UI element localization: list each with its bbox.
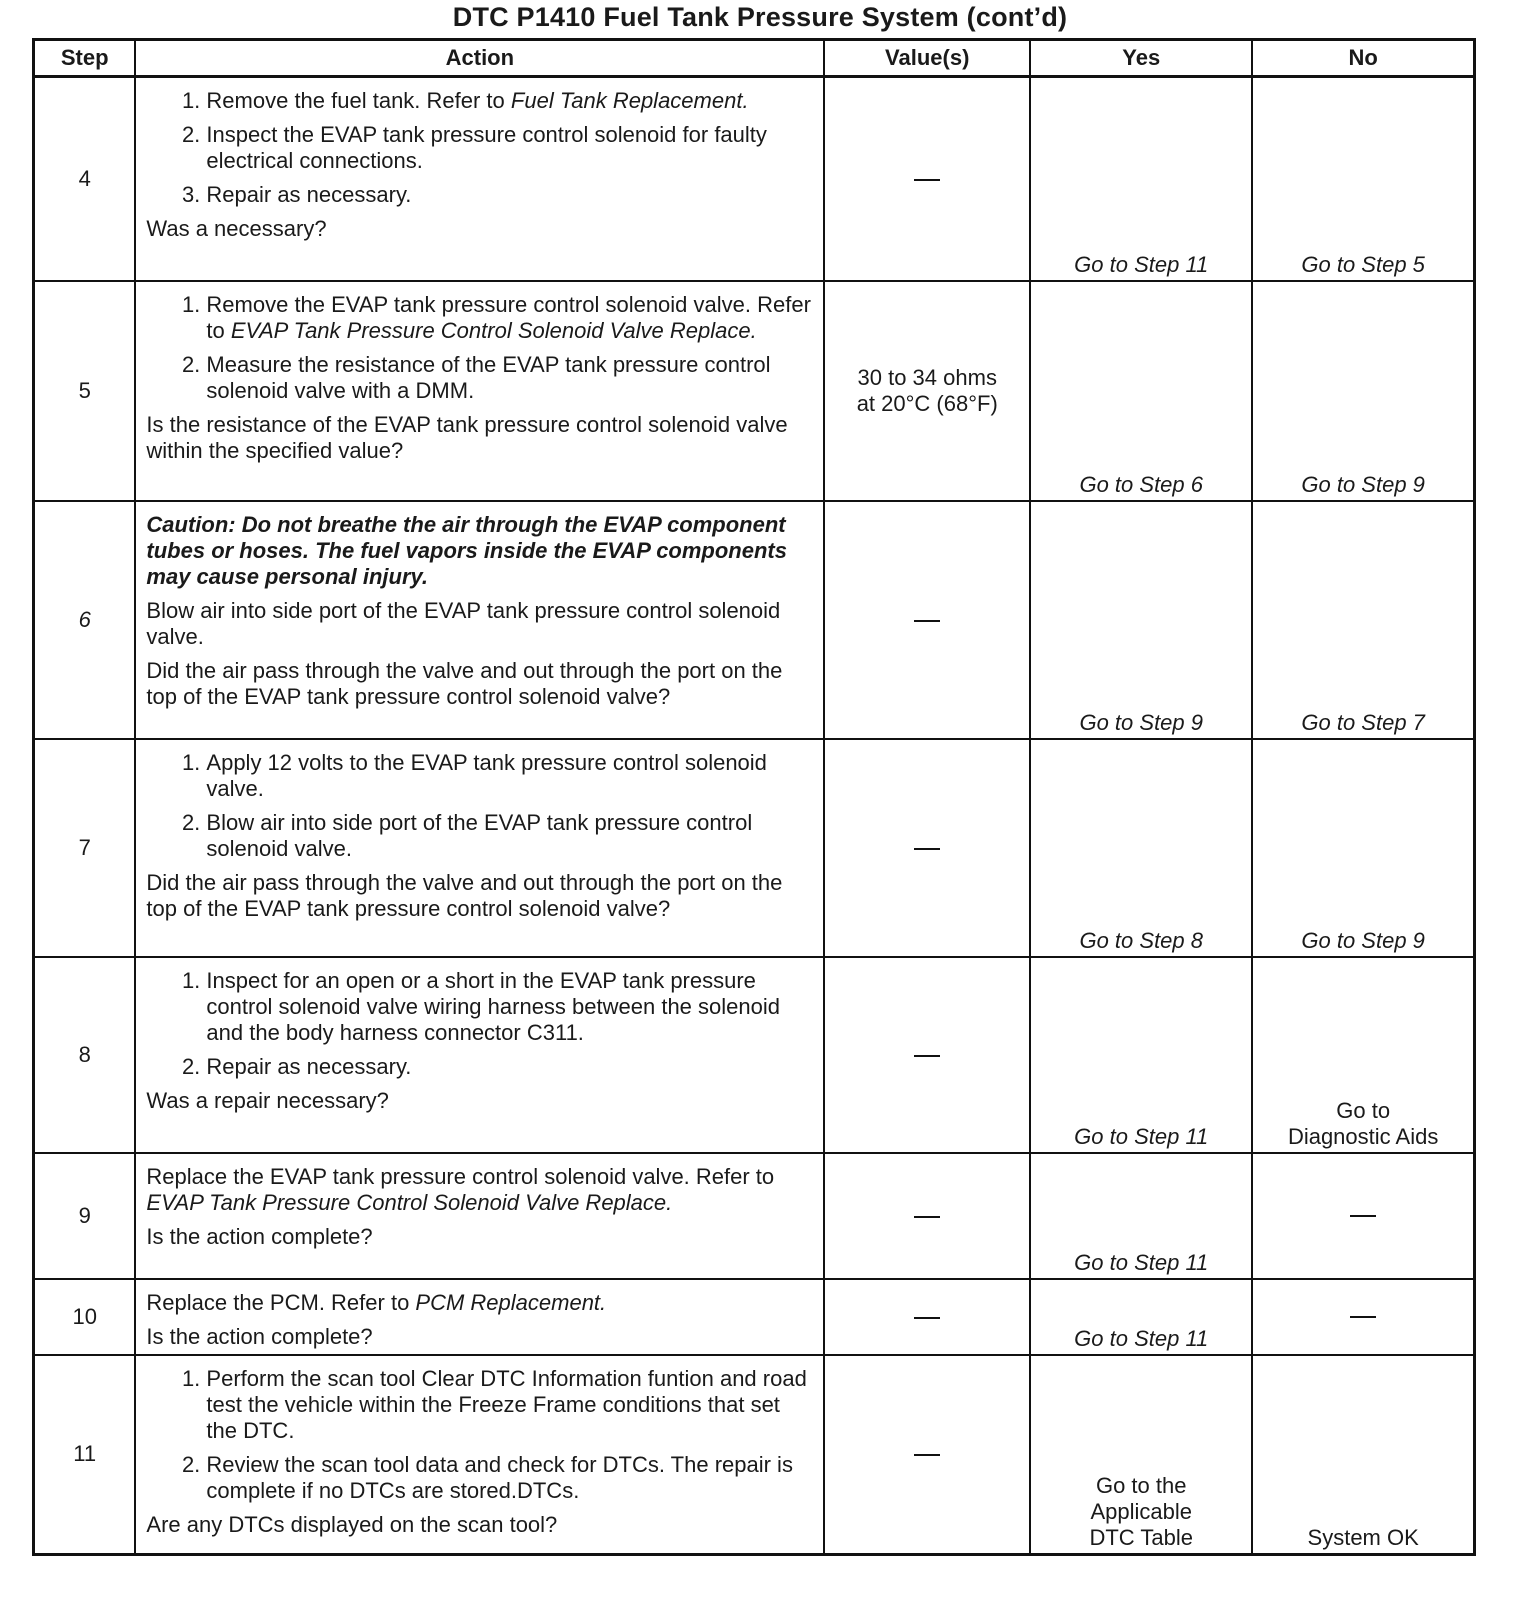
step-number: 7 [34, 739, 136, 957]
table-row [34, 1279, 1475, 1355]
table-row [34, 281, 1475, 501]
value-cell [824, 281, 1030, 501]
step-number: 8 [34, 957, 136, 1153]
question-text: Was a repair necessary? [146, 1087, 389, 1113]
header-row [34, 40, 1475, 77]
list-item: 1. Perform the scan tool Clear DTC Information funtion and road test the vehicle within the Freeze Frame conditions that set the DTC. [206, 1366, 815, 1444]
action-cell [135, 281, 824, 501]
step-number: 6 [34, 501, 136, 739]
list-item: 1. Remove the EVAP tank pressure control solenoid valve. Refer to EVAP Tank Pressure Control Solenoid Valve Replace. [206, 292, 815, 344]
header-values: Value(s) [824, 40, 1030, 77]
yes-cell: Go to Step 11 [1030, 1279, 1252, 1355]
yes-line: Go to the [1095, 1473, 1187, 1498]
value-cell [824, 1153, 1030, 1279]
step-number: 11 [34, 1355, 136, 1555]
no-cell: System OK [1252, 1355, 1474, 1555]
dash-mark [914, 1055, 940, 1057]
list-item: 2. Blow air into side port of the EVAP tank pressure control solenoid valve. [206, 810, 815, 862]
step-number: 10 [34, 1279, 136, 1355]
dash-mark [914, 848, 940, 850]
list-item: 1. Remove the fuel tank. Refer to Fuel Tank Replacement. [206, 88, 815, 114]
value-cell [824, 1279, 1030, 1355]
dash-mark [914, 620, 940, 622]
yes-cell: Go to Step 11 [1030, 1153, 1252, 1279]
action-cell [135, 501, 824, 739]
value-line: 30 to 34 ohms [857, 364, 997, 390]
header-yes: Yes [1030, 40, 1252, 77]
no-cell [1252, 1279, 1474, 1355]
instruction-text: Replace the PCM. Refer to PCM Replacement. [146, 1289, 607, 1315]
yes-line: Applicable [1090, 1499, 1192, 1524]
header-no: No [1252, 40, 1474, 77]
reference-text: EVAP Tank Pressure Control Solenoid Valve Replace. [230, 317, 757, 343]
question-text: Was a necessary? [146, 216, 327, 241]
step-number: 4 [34, 77, 136, 281]
dash-mark [914, 1317, 940, 1319]
reference-text: EVAP Tank Pressure Control Solenoid Valve Replace. [146, 1189, 673, 1215]
reference-text: Fuel Tank Replacement. [510, 88, 749, 113]
list-item: 1. Inspect for an open or a short in the EVAP tank pressure control solenoid valve wiring harness between the solenoid and the body harness connector C311. [206, 968, 815, 1046]
table-row [34, 739, 1475, 957]
question-text: Is the action complete? [146, 1323, 373, 1349]
action-cell [135, 1153, 824, 1279]
no-cell [1252, 957, 1474, 1153]
table-row [34, 77, 1475, 281]
header-step: Step [34, 40, 136, 77]
list-item: 2. Measure the resistance of the EVAP tank pressure control solenoid valve with a DMM. [206, 352, 815, 404]
instruction-text: Blow air into side port of the EVAP tank pressure control solenoid valve. [146, 597, 781, 649]
value-cell [824, 739, 1030, 957]
action-list [146, 88, 815, 208]
action-list [146, 968, 815, 1080]
instruction-text: Replace the EVAP tank pressure control solenoid valve. Refer to EVAP Tank Pressure Control Solenoid Valve Replace. [146, 1163, 775, 1215]
dash-mark [914, 1454, 940, 1456]
no-cell: Go to Step 9 [1252, 739, 1474, 957]
dash-mark [1350, 1215, 1376, 1217]
no-cell: Go to Step 7 [1252, 501, 1474, 739]
action-list [146, 750, 815, 862]
action-cell [135, 1355, 824, 1555]
dtc-table [32, 38, 1476, 1556]
action-cell [135, 957, 824, 1153]
no-cell: Go to Step 9 [1252, 281, 1474, 501]
question-text: Are any DTCs displayed on the scan tool? [146, 1511, 558, 1537]
page-title: DTC P1410 Fuel Tank Pressure System (cont’d) [452, 2, 1068, 32]
yes-cell [1030, 1355, 1252, 1555]
table-row [34, 1153, 1475, 1279]
caution-text: Caution: Do not breathe the air through the EVAP component tubes or hoses. The fuel vapors inside the EVAP components may cause personal injury. [146, 511, 787, 589]
list-item: 2. Review the scan tool data and check for DTCs. The repair is complete if no DTCs are stored.DTCs. [206, 1452, 815, 1504]
table-row [34, 957, 1475, 1153]
list-item: 1. Apply 12 volts to the EVAP tank pressure control solenoid valve. [206, 750, 815, 802]
yes-line: DTC Table [1089, 1525, 1193, 1550]
list-item: 2. Repair as necessary. [206, 1054, 815, 1080]
yes-cell: Go to Step 6 [1030, 281, 1252, 501]
yes-cell: Go to Step 11 [1030, 957, 1252, 1153]
header-action: Action [135, 40, 824, 77]
no-line: Diagnostic Aids [1287, 1123, 1439, 1149]
value-cell [824, 1355, 1030, 1555]
action-list [146, 292, 815, 404]
dash-mark [1350, 1316, 1376, 1318]
action-cell [135, 1279, 824, 1355]
yes-cell: Go to Step 8 [1030, 739, 1252, 957]
action-list [146, 1366, 815, 1504]
no-cell [1252, 1153, 1474, 1279]
yes-cell: Go to Step 11 [1030, 77, 1252, 281]
step-number: 5 [34, 281, 136, 501]
table-row [34, 501, 1475, 739]
question-text: Did the air pass through the valve and out through the port on the top of the EVAP tank pressure control solenoid valve? [146, 657, 783, 709]
value-cell [824, 77, 1030, 281]
yes-cell: Go to Step 9 [1030, 501, 1252, 739]
question-text: Is the resistance of the EVAP tank pressure control solenoid valve within the specified value? [146, 411, 788, 463]
action-cell [135, 77, 824, 281]
dash-mark [914, 179, 940, 181]
no-line: Go to [1336, 1097, 1391, 1123]
table-row [34, 1355, 1475, 1555]
question-text: Is the action complete? [146, 1223, 373, 1249]
no-cell: Go to Step 5 [1252, 77, 1474, 281]
step-number: 9 [34, 1153, 136, 1279]
list-item: 3. Repair as necessary. [206, 182, 815, 208]
value-line: at 20°C (68°F) [856, 390, 998, 416]
question-text: Did the air pass through the valve and out through the port on the top of the EVAP tank pressure control solenoid valve? [146, 869, 783, 921]
value-cell [824, 501, 1030, 739]
action-cell [135, 739, 824, 957]
reference-text: PCM Replacement. [415, 1289, 607, 1315]
value-cell [824, 957, 1030, 1153]
list-item: 2. Inspect the EVAP tank pressure control solenoid for faulty electrical connections. [206, 122, 815, 174]
dash-mark [914, 1216, 940, 1218]
